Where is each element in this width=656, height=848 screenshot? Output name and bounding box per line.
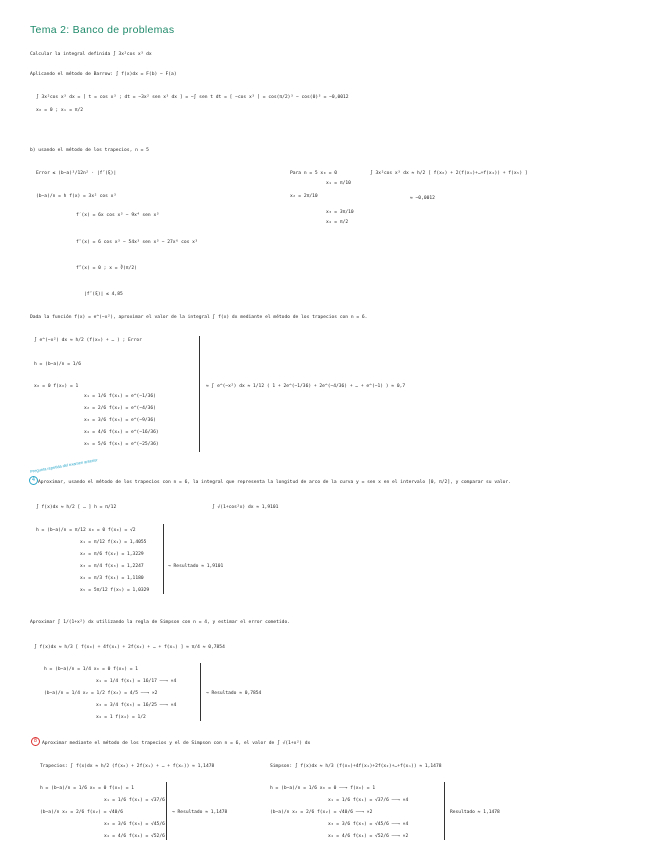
note-line-p4g: x₄ = π/3 f(x₄) = 1,1180: [80, 576, 144, 581]
divider-p3: [199, 336, 200, 452]
note-line-p2a: Error ≤ (b−a)³/12n² · |f″(ξ)|: [36, 171, 117, 176]
note-line-p2g: Para n = 5 x₀ = 0: [290, 171, 338, 176]
note-line-p1d: x₀ = 0 ; x₁ = π/2: [36, 108, 84, 113]
note-line-p4d: x₁ = π/12 f(x₁) = 1,4055: [80, 540, 147, 545]
note-line-p3h: x₅ = 5/6 f(x₅) = e^(−25/36): [84, 442, 159, 447]
note-line-p5f: x₄ = 1 f(x₄) = 1/2: [96, 715, 146, 720]
note-line-p2k: x₄ = π/2: [326, 220, 349, 225]
note-line-p5: Aproximar ∫ 1/(1+x²) dx utilizando la regla de Simpson con n = 4, y estimar el error cometido.: [30, 620, 290, 625]
note-line-p2: b) usando el método de los trapecios, n = 5: [30, 148, 149, 153]
highlight-note: Pregunta repetida del examen anterior: [29, 457, 98, 474]
note-line-p4c: h = (b−a)/n = π/12 x₀ = 0 f(x₀) = √2: [36, 528, 136, 533]
note-line-p5a: ∫ f(x)dx ≈ h/3 [ f(x₀) + 4f(x₁) + 2f(x₂) + … + f(xₙ) ] ≈ π/4 ≈ 0,7854: [34, 645, 225, 650]
note-line-p3b: h = (b−a)/n = 1/6: [34, 362, 82, 367]
note-line-p5e: x₃ = 3/4 f(x₃) = 16/25 ——→ ×4: [96, 703, 177, 708]
note-line-p3d: x₁ = 1/6 f(x₁) = e^(−1/36): [84, 394, 156, 399]
note-line-p6k: (b−a)/n x₂ = 2/6 f(x₂) = √40/6 ——→ ×2: [270, 810, 373, 815]
note-line-p6d: x₁ = 1/6 f(x₁) = √37/6: [104, 798, 165, 803]
note-line-p6g: x₄ = 4/6 f(x₄) = √52/6: [104, 834, 165, 839]
page-title: Tema 2: Banco de problemas: [30, 24, 175, 36]
note-line-p5g: → Resultado ≈ 0,7854: [206, 691, 262, 696]
note-line-p2f: |f″(ξ)| ≤ 4,85: [84, 292, 123, 297]
note-line-p6: Aproximar mediante el método de los trapecios y el de Simpson con n = 6, el valor de ∫ √(1+x²) dx: [42, 741, 311, 746]
note-line-p2l: ∫ 3x²cos x³ dx ≈ h/2 [ f(x₀) + 2(f(x₁)+…+f(x₄)) + f(x₅) ]: [370, 171, 528, 176]
note-line-p4f: x₃ = π/4 f(x₃) = 1,2247: [80, 564, 144, 569]
note-line-p3e: x₂ = 2/6 f(x₂) = e^(−4/36): [84, 406, 156, 411]
divider-p5: [200, 663, 201, 721]
note-line-p2d: f″(x) = 6 cos x³ − 54x³ sen x³ − 27x⁶ cos x³: [76, 240, 198, 245]
note-line-p6l: x₃ = 3/6 f(x₃) = √45/6 ——→ ×4: [328, 822, 409, 827]
divider-p4: [163, 524, 164, 594]
note-line-p2i: x₂ = 2π/10: [290, 194, 318, 199]
note-line-p5d: (b−a)/n = 1/4 x₂ = 1/2 f(x₂) = 4/5 ——→ ×2: [44, 691, 158, 696]
note-line-p1b: Aplicando el método de Barrow: ∫ f(x)dx = F(b) − F(a): [30, 72, 177, 77]
note-line-p2j: x₃ = 3π/10: [326, 210, 354, 215]
note-line-p3: Dada la función f(x) = e^(−x²), aproximar el valor de la integral ∫ f(x) dx mediante el método de los trapecios con n = 6.: [30, 315, 368, 320]
note-line-p3c: x₀ = 0 f(x₀) = 1: [34, 384, 79, 389]
divider-p6a: [166, 782, 167, 840]
note-line-p4i: → Resultado ≈ 1,9101: [168, 564, 224, 569]
note-line-p6n: Resultado ≈ 1,1478: [450, 810, 500, 815]
note-line-p6f: x₃ = 3/6 f(x₃) = √45/6: [104, 822, 165, 827]
note-line-p4b: ∫ √(1+cos²x) dx ≈ 1,9101: [212, 505, 279, 510]
note-line-p6e: (b−a)/n x₂ = 2/6 f(x₂) = √40/6: [40, 810, 123, 815]
note-line-p2h: x₁ = π/10: [326, 181, 351, 186]
note-line-p1: Calcular la integral definida ∫ 3x²cos x³ dx: [30, 52, 152, 57]
note-line-p5b: h = (b−a)/n = 1/4 x₀ = 0 f(x₀) = 1: [44, 667, 139, 672]
note-line-p2c: f′(x) = 6x cos x³ − 9x⁴ sen x³: [76, 213, 159, 218]
note-line-p4h: x₅ = 5π/12 f(x₅) = 1,0329: [80, 588, 150, 593]
note-line-p6i: h = (b−a)/n = 1/6 x₀ = 0 ——→ f(x₀) = 1: [270, 786, 376, 791]
note-line-p3i: ≈ ∫ e^(−x²) dx ≈ 1/12 ( 1 + 2e^(−1/36) + 2e^(−4/36) + … + e^(−1) ) ≈ 0,7: [206, 384, 406, 389]
note-line-p6c: h = (b−a)/n = 1/6 x₀ = 0 f(x₀) = 1: [40, 786, 135, 791]
note-line-p6j: x₁ = 1/6 f(x₁) = √37/6 ——→ ×4: [328, 798, 409, 803]
divider-p6b: [444, 782, 445, 840]
note-line-p3g: x₄ = 4/6 f(x₄) = e^(−16/36): [84, 430, 159, 435]
note-line-p6a: Trapecios: ∫ f(x)dx ≈ h/2 (f(x₀) + 2f(x₁) + … + f(xₙ)) ≈ 1,1478: [40, 764, 215, 769]
note-line-p4a: ∫ f(x)dx ≈ h/2 [ … ] h = π/12: [36, 505, 117, 510]
note-line-p6m: x₄ = 4/6 f(x₄) = √52/6 ——→ ×2: [328, 834, 409, 839]
note-line-p5c: x₁ = 1/4 f(x₁) = 16/17 ——→ ×4: [96, 679, 177, 684]
mark-icon: 8: [31, 737, 40, 746]
mark-icon: 4: [29, 476, 38, 485]
note-line-p2b: (b−a)/n = h f(x) = 3x² cos x³: [36, 194, 117, 199]
note-line-p6b: Simpson: ∫ f(x)dx ≈ h/3 (f(x₀)+4f(x₁)+2f(x₂)+…+f(xₙ)) ≈ 1,1478: [270, 764, 442, 769]
note-line-p2e: f‴(x) = 0 ; x = ∛(π/2): [76, 266, 137, 271]
note-line-p2m: ≈ −0,0012: [410, 196, 435, 201]
note-line-p3a: ∫ e^(−x²) dx ≈ h/2 (f(x₀) + … ) ; Error: [34, 338, 142, 343]
note-line-p3f: x₃ = 3/6 f(x₃) = e^(−9/36): [84, 418, 156, 423]
note-line-p6h: → Resultado ≈ 1,1478: [172, 810, 228, 815]
note-line-p4: Aproximar, usando el método de los trapecios con n = 6, la integral que representa la longitud de arco de la curva y = sen x en el intervalo [0, π/2], y comparar su valor.: [38, 480, 511, 485]
note-line-p4e: x₂ = π/6 f(x₂) = 1,3229: [80, 552, 144, 557]
note-line-p1c: ∫ 3x²cos x³ dx = [ t = cos x³ ; dt = −3x² sen x³ dx ] = −∫ sen t dt = [ −cos x³ ] = cos(π/2)³ − cos(0)³ = −0,0012: [36, 95, 349, 100]
